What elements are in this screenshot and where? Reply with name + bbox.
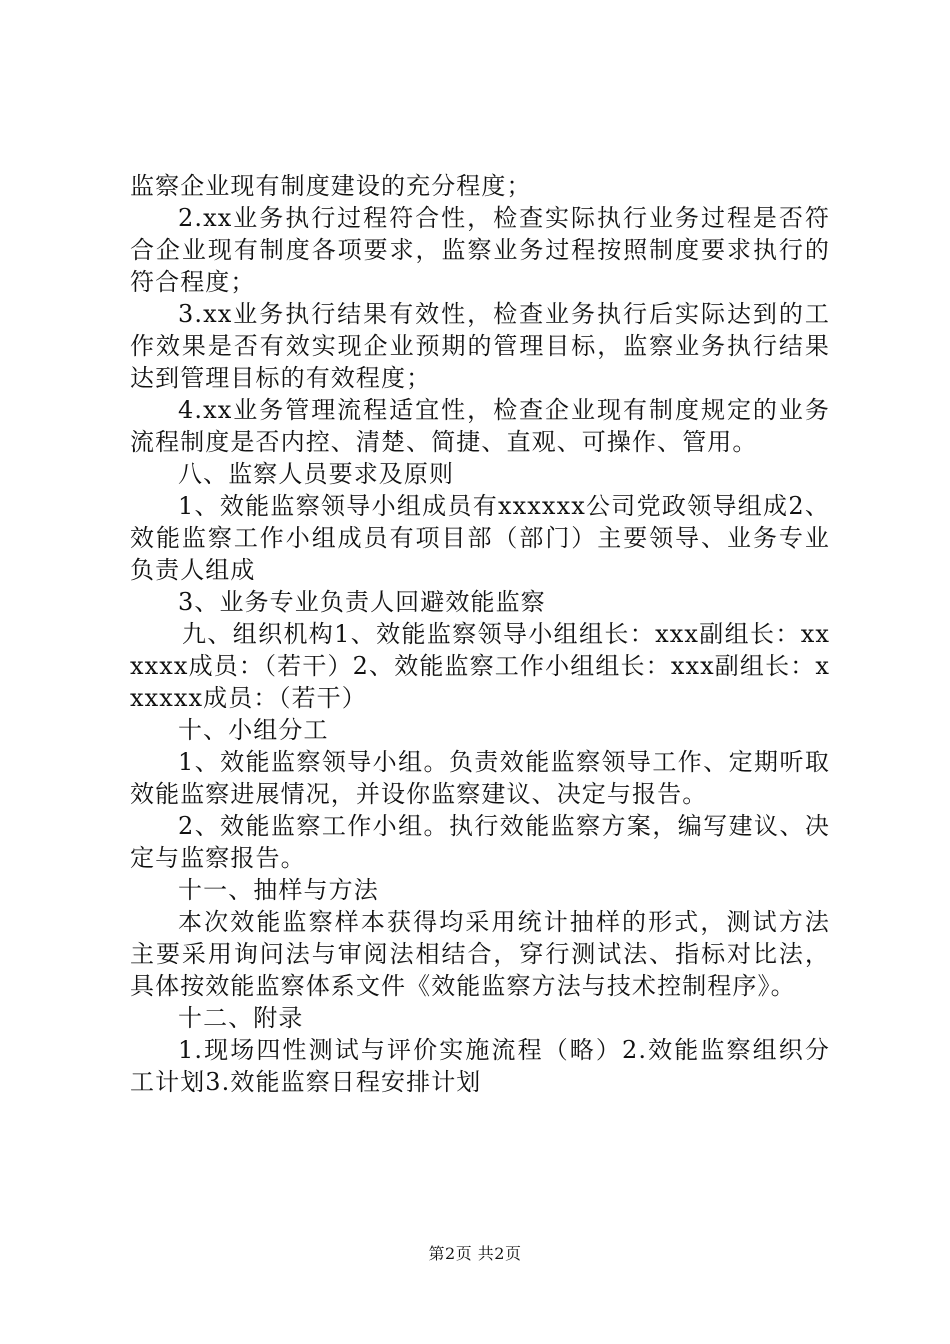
paragraph-sampling: 本次效能监察样本获得均采用统计抽样的形式，测试方法主要采用询问法与审阅法相结合，穿行测试法、指标对比法，具体按效能监察体系文件《效能监察方法与技术控制程序》。 [130,908,830,1000]
paragraph-leader-group: 1、效能监察领导小组。负责效能监察领导工作、定期听取效能监察进展情况，并设你监察建议、决定与报告。 [130,748,830,808]
paragraph-continuation: 监察企业现有制度建设的充分程度； [130,172,532,200]
paragraph-item-3: 3.xx业务执行结果有效性，检查业务执行后实际达到的工作效果是否有效实现企业预期的管理目标，监察业务执行结果达到管理目标的有效程度； [130,300,830,392]
page-footer [0,1244,950,1264]
document-body [130,170,830,1098]
paragraph-organization: 九、组织机构1、效能监察领导小组组长：xxx副组长：xxxxxx成员：（若干）2、效能监察工作小组组长：xxx副组长：xxxxxx成员：（若干） [130,620,830,712]
section-heading-10: 十、小组分工 [178,716,329,744]
section-heading-11: 十一、抽样与方法 [178,876,379,904]
paragraph-appendix: 1.现场四性测试与评价实施流程（略）2.效能监察组织分工计划3.效能监察日程安排计划 [130,1036,830,1096]
paragraph-avoidance: 3、业务专业负责人回避效能监察 [178,588,546,616]
paragraph-item-2: 2.xx业务执行过程符合性，检查实际执行业务过程是否符合企业现有制度各项要求，监察业务过程按照制度要求执行的符合程度； [130,204,830,296]
paragraph-personnel: 1、效能监察领导小组成员有xxxxxx公司党政领导组成2、效能监察工作小组成员有项目部（部门）主要领导、业务专业负责人组成 [130,492,830,584]
section-heading-8: 八、监察人员要求及原则 [178,460,455,488]
paragraph-item-4: 4.xx业务管理流程适宜性，检查企业现有制度规定的业务流程制度是否内控、清楚、简捷、直观、可操作、管用。 [130,396,830,456]
paragraph-work-group: 2、效能监察工作小组。执行效能监察方案，编写建议、决定与监察报告。 [130,812,830,872]
page-number: 第2页 共2页 [428,1244,522,1263]
section-heading-12: 十二、附录 [178,1004,304,1032]
